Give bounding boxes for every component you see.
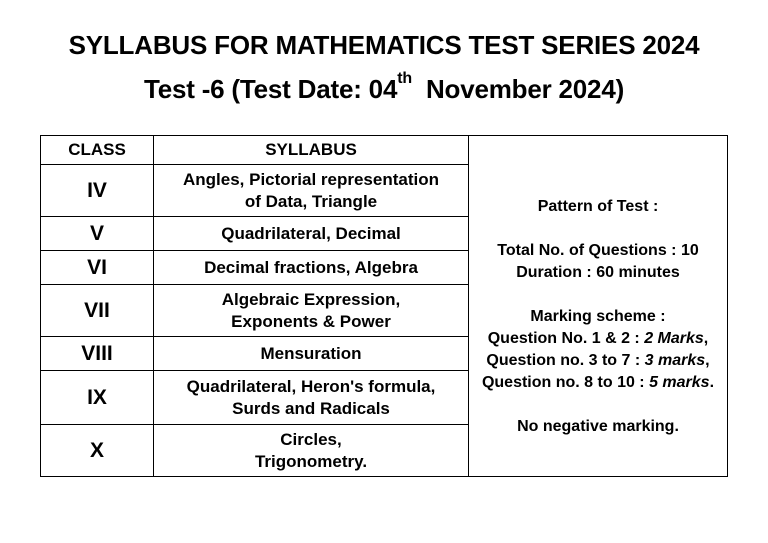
syllabus-cell: Quadrilateral, Heron's formula, Surds and Radicals [154, 371, 469, 425]
marking-scheme-heading: Marking scheme : [530, 308, 666, 325]
negative-marking-note: No negative marking. [517, 418, 679, 435]
table-header-row [41, 136, 728, 165]
test-date-suffix: November 2024) [411, 74, 625, 104]
syllabus-cell: Algebraic Expression, Exponents & Power [154, 285, 469, 337]
syllabus-cell: Angles, Pictorial representation of Data, Triangle [154, 165, 469, 217]
test-pattern-panel [469, 136, 728, 477]
marking-rule-2: Question no. 3 to 7 : 3 marks, [486, 352, 710, 369]
test-date-prefix: Test -6 (Test Date: 04 [143, 74, 398, 104]
class-column-header: CLASS [41, 136, 154, 165]
date-ordinal-suffix: th [397, 70, 412, 87]
marking-rule-3: Question no. 8 to 10 : 5 marks. [481, 374, 715, 391]
class-cell: VI [41, 251, 154, 285]
syllabus-cell: Decimal fractions, Algebra [154, 251, 469, 285]
class-cell: IX [41, 371, 154, 425]
syllabus-column-header: SYLLABUS [154, 136, 469, 165]
class-cell: VIII [41, 337, 154, 371]
test-date-heading [0, 70, 768, 105]
syllabus-cell: Circles, Trigonometry. [154, 425, 469, 477]
syllabus-table [40, 135, 728, 477]
class-cell: IV [41, 165, 154, 217]
marking-rule-1: Question No. 1 & 2 : 2 Marks, [487, 330, 709, 347]
class-cell: X [41, 425, 154, 477]
class-cell: V [41, 217, 154, 251]
pattern-heading: Pattern of Test : [537, 198, 659, 215]
duration: Duration : 60 minutes [516, 264, 680, 281]
page-title: SYLLABUS FOR MATHEMATICS TEST SERIES 2024 [68, 30, 700, 60]
syllabus-cell: Mensuration [154, 337, 469, 371]
total-questions: Total No. of Questions : 10 [497, 242, 699, 259]
syllabus-cell: Quadrilateral, Decimal [154, 217, 469, 251]
class-cell: VII [41, 285, 154, 337]
